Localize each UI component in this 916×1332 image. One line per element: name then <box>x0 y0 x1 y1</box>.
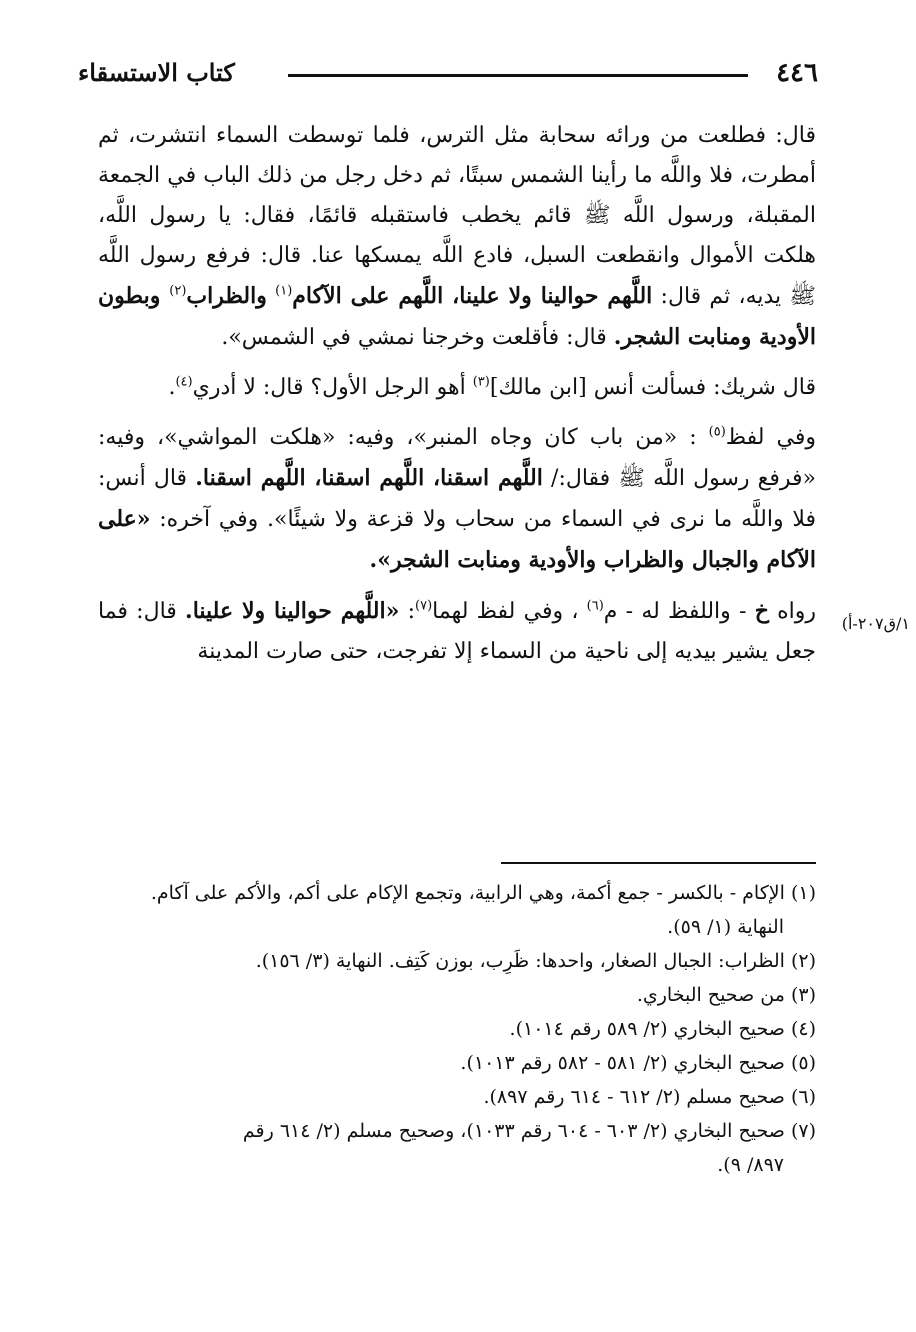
footnote-number: (٢) <box>790 950 816 972</box>
main-text <box>98 116 816 682</box>
text-run: قال شريك: فسألت أنس [ابن مالك] <box>489 375 816 400</box>
text-run: قال أنس: فلا واللَّه ما نرى في السماء من سحاب ولا قزعة ولا شيئًا». وفي آخره: <box>98 466 816 532</box>
paragraph-2 <box>98 368 816 408</box>
book-title: كتاب الاستسقاء <box>78 58 235 87</box>
footnote-ref: (٧) <box>415 598 433 614</box>
bold-text: اللَّهم اسقنا، اللَّهم اسقنا، اللَّهم اسقنا. <box>195 465 543 491</box>
footnote-ref: (١) <box>275 283 293 299</box>
footnote-number: (٥) <box>790 1052 816 1074</box>
footnote-text: الإكام - بالكسر - جمع أكمة، وهي الرابية، وتجمع الإكام على أكم، والأكم على آكام. <box>150 882 785 904</box>
footnote-text-continued: النهاية (١/ ٥٩). <box>667 916 784 938</box>
paragraph-1 <box>98 116 816 358</box>
text-run: قال: فما جعل يشير بيديه إلى ناحية من السماء إلا تفرجت، حتى صارت المدينة <box>98 599 816 664</box>
footnote-7 <box>98 1114 816 1182</box>
footnote-2 <box>98 944 816 978</box>
footnote-ref: (٦) <box>586 598 604 614</box>
footnote-text: من صحيح البخاري. <box>636 984 785 1006</box>
footnote-ref: (٥) <box>708 424 726 440</box>
text-run: : «من باب كان وجاه المنبر»، وفيه: «هلكت المواشي»، وفيه: «فرفع رسول اللَّه ﷺ فقال:/ <box>98 425 817 491</box>
footnote-1 <box>98 876 816 944</box>
paragraph-3 <box>98 418 816 581</box>
footnote-rule <box>501 862 816 864</box>
footnote-text: صحيح البخاري (٢/ ٥٨١ - ٥٨٢ رقم ١٠١٣). <box>460 1052 785 1074</box>
footnote-number: (٦) <box>790 1086 816 1108</box>
footnote-text: الظراب: الجبال الصغار، واحدها: ظَرِب، بوزن كَتِف. النهاية (٣/ ١٥٦). <box>255 950 785 972</box>
text-run: رواه <box>768 599 817 624</box>
footnote-text: صحيح البخاري (٢/ ٦٠٣ - ٦٠٤ رقم ١٠٣٣)، وصحيح مسلم (٢/ ٦١٤ رقم <box>242 1120 785 1142</box>
footnotes <box>98 876 816 1182</box>
footnote-number: (٣) <box>790 984 816 1006</box>
bold-text: والظراب <box>186 283 267 309</box>
bold-text: خ <box>754 598 769 624</box>
footnote-4 <box>98 1012 816 1046</box>
header-rule <box>288 74 748 77</box>
footnote-number: (٧) <box>790 1120 816 1142</box>
text-run: قال: فأقلعت وخرجنا نمشي في الشمس». <box>221 325 614 350</box>
page-header <box>78 56 818 96</box>
paragraph-4 <box>98 591 816 672</box>
bold-text: «على الآكام والجبال والظراب والأودية ومنابت الشجر». <box>98 506 816 573</box>
footnote-number: (١) <box>790 882 816 904</box>
text-run: . <box>168 375 176 400</box>
footnote-ref: (٣) <box>472 374 490 390</box>
footnote-text: صحيح مسلم (٢/ ٦١٢ - ٦١٤ رقم ٨٩٧). <box>483 1086 785 1108</box>
bold-text: «اللَّهم حوالينا ولا علينا. <box>185 598 400 624</box>
page-number: ٤٤٦ <box>776 58 818 88</box>
text-run: قال: فطلعت من ورائه سحابة مثل الترس، فلما توسطت السماء انتشرت، ثم أمطرت، فلا واللَّه ما رأينا الشمس سبتًا، ثم دخل رجل من ذلك الباب في الجمعة المقبلة، ورسول اللَّه ﷺ قائم يخطب فاستقبله قائمًا، فقال: يا رسول اللَّه، هلكت الأموال وانقطعت السبل، فادع اللَّه يمسكها عنا. قال: فرفع رسول اللَّه ﷺ يديه، ثم قال: <box>98 123 817 309</box>
text-run: أهو الرجل الأول؟ قال: لا أدري <box>192 375 473 400</box>
footnote-5 <box>98 1046 816 1080</box>
text-run: - واللفظ له - م <box>603 599 755 624</box>
footnote-text: صحيح البخاري (٢/ ٥٨٩ رقم ١٠١٤). <box>509 1018 785 1040</box>
footnote-ref: (٢) <box>169 283 187 299</box>
footnote-ref: (٤) <box>175 374 193 390</box>
text-run: ، وفي لفظ لهما <box>432 599 587 624</box>
bold-text: اللَّهم حوالينا ولا علينا، اللَّهم على الآكام <box>292 283 653 309</box>
footnote-text-continued: ٨٩٧/ ٩). <box>717 1154 784 1176</box>
text-run: : <box>399 599 416 624</box>
text-run: وفي لفظ <box>725 425 816 450</box>
footnote-6 <box>98 1080 816 1114</box>
margin-note: ١/ق٢٠٧-أ) <box>841 614 910 633</box>
bold-text: وبطون الأودية ومنابت الشجر. <box>98 283 816 350</box>
footnote-3 <box>98 978 816 1012</box>
footnote-number: (٤) <box>790 1018 816 1040</box>
